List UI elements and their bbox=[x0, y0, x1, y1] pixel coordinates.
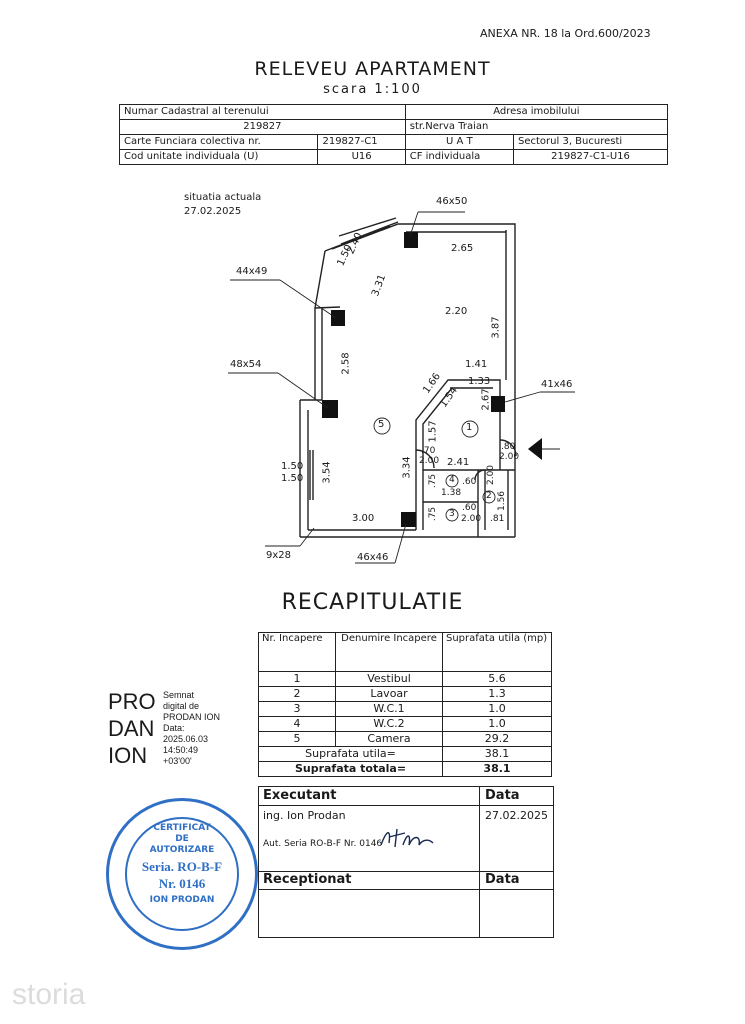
page-title: RELEVEU APARTAMENT bbox=[254, 58, 491, 80]
col-header-area: Suprafata utila (mp) bbox=[443, 633, 552, 672]
dimension-label: 1.38 bbox=[441, 488, 462, 498]
signature-detail: +03'00' bbox=[163, 756, 192, 766]
util-area-label: Suprafata utila= bbox=[259, 747, 443, 762]
dimension-label: .70 bbox=[421, 446, 436, 456]
dimension-label: 1.50 bbox=[281, 473, 304, 484]
address-label: Adresa imobilului bbox=[405, 105, 667, 120]
stamp-text: CERTIFICAT bbox=[153, 823, 211, 833]
engineer-name: ing. Ion Prodan bbox=[263, 809, 346, 822]
cadastral-number-label: Numar Cadastral al terenului bbox=[120, 105, 406, 120]
table-row bbox=[259, 732, 552, 747]
stamp-text: AUTORIZARE bbox=[149, 845, 215, 855]
cadastral-number-value: 219827 bbox=[120, 120, 406, 135]
address-value: str.Nerva Traian bbox=[405, 120, 667, 135]
pillar-label: 41x46 bbox=[541, 379, 573, 390]
dimension-label: 3.00 bbox=[352, 513, 375, 524]
dimension-label: .80 bbox=[501, 442, 516, 452]
table-row bbox=[259, 702, 552, 717]
situation-label: situatia actuala bbox=[184, 192, 262, 203]
dimension-label: 2.00 bbox=[486, 464, 497, 486]
stamp-text: Nr. 0146 bbox=[158, 876, 206, 891]
land-book-value: 219827-C1 bbox=[318, 135, 405, 150]
dimension-label: 1.41 bbox=[465, 359, 488, 370]
signer-line: PRO bbox=[108, 689, 156, 714]
room-nr: 1 bbox=[259, 672, 336, 687]
stamp-text: ION PRODAN bbox=[149, 895, 215, 905]
receptionat-label: Receptionat bbox=[263, 872, 352, 887]
stamp-text: Seria. RO-B-F bbox=[141, 859, 223, 874]
signature-detail: digital de bbox=[163, 701, 200, 711]
unit-code-value: U16 bbox=[318, 150, 405, 165]
entrance-arrow-icon bbox=[528, 438, 542, 460]
room-area: 29.2 bbox=[443, 732, 552, 747]
room-number: 5 bbox=[378, 419, 385, 430]
dimension-label: 3.54 bbox=[321, 461, 333, 484]
recap-title: RECAPITULATIE bbox=[281, 590, 464, 615]
room-name: Camera bbox=[336, 732, 443, 747]
table-row bbox=[259, 672, 552, 687]
signature-detail: 14:50:49 bbox=[163, 745, 199, 755]
dimension-label: 1.50 bbox=[281, 461, 304, 472]
room-nr: 2 bbox=[259, 687, 336, 702]
dimension-label: 3.31 bbox=[370, 273, 389, 298]
col-header-name: Denumire Incapere bbox=[336, 633, 443, 672]
table-row bbox=[259, 717, 552, 732]
dimension-label: 2.65 bbox=[451, 243, 474, 254]
signer-line: DAN bbox=[108, 716, 155, 741]
dimension-label: 3.34 bbox=[401, 456, 413, 479]
table-row bbox=[259, 687, 552, 702]
room-area: 1.0 bbox=[443, 702, 552, 717]
dimension-label: .81 bbox=[490, 514, 505, 524]
dimension-label: 1.66 bbox=[421, 371, 444, 396]
dimension-label: .60 bbox=[462, 477, 477, 487]
pillar-label: 46x46 bbox=[357, 552, 389, 563]
digital-signature-details bbox=[163, 690, 220, 767]
signer-line: ION bbox=[108, 743, 148, 768]
dimension-label: 2.67 bbox=[480, 388, 492, 411]
total-area-label: Suprafata totala= bbox=[259, 762, 443, 777]
watermark-logo: storia bbox=[12, 978, 86, 1011]
individual-cf-value: 219827-C1-U16 bbox=[514, 150, 668, 165]
dimension-label: 2.40 bbox=[345, 231, 365, 256]
dimension-label: 2.00 bbox=[499, 452, 520, 462]
col-header-nr: Nr. Incapere bbox=[259, 633, 336, 672]
individual-cf-label: CF individuala bbox=[405, 150, 513, 165]
pillar-46x46 bbox=[401, 512, 416, 527]
room-name: Vestibul bbox=[336, 672, 443, 687]
pillar-label: 44x49 bbox=[236, 266, 268, 277]
room-nr: 4 bbox=[259, 717, 336, 732]
room-nr: 5 bbox=[259, 732, 336, 747]
signature-detail: Data: bbox=[163, 723, 185, 733]
room-area: 5.6 bbox=[443, 672, 552, 687]
executant-label: Executant bbox=[263, 788, 337, 803]
dimension-label: .75 bbox=[428, 506, 439, 522]
land-book-label: Carte Funciara colectiva nr. bbox=[120, 135, 318, 150]
util-area-value: 38.1 bbox=[443, 747, 552, 762]
room-number: 3 bbox=[449, 509, 455, 519]
scale-label: scara 1:100 bbox=[323, 82, 422, 97]
dimension-label: 2.20 bbox=[445, 306, 468, 317]
data-label-2: Data bbox=[485, 872, 520, 887]
data-label: Data bbox=[485, 788, 520, 803]
uat-label: U A T bbox=[405, 135, 513, 150]
dimension-label: 3.87 bbox=[490, 316, 502, 339]
pillar-label: 46x50 bbox=[436, 196, 468, 207]
dimension-label: 2.41 bbox=[447, 457, 470, 468]
pillar-41x46 bbox=[491, 396, 505, 412]
total-area-value: 38.1 bbox=[443, 762, 552, 777]
dimension-label: 1.54 bbox=[438, 385, 461, 410]
authorization-stamp bbox=[106, 798, 258, 950]
recap-table bbox=[258, 632, 552, 777]
authorization-number: Aut. Seria RO-B-F Nr. 0146 bbox=[263, 839, 383, 849]
room-number: 4 bbox=[449, 475, 455, 485]
dimension-label: 1.56 bbox=[497, 490, 508, 512]
room-name: W.C.1 bbox=[336, 702, 443, 717]
digital-signer-name bbox=[108, 688, 156, 769]
uat-value: Sectorul 3, Bucuresti bbox=[514, 135, 668, 150]
pillar-label: 9x28 bbox=[266, 550, 292, 561]
signature-block bbox=[258, 786, 554, 938]
handwritten-signature bbox=[377, 823, 437, 853]
stamp-text: DE bbox=[175, 834, 189, 844]
room-area: 1.3 bbox=[443, 687, 552, 702]
dimension-label: 1.33 bbox=[468, 376, 491, 387]
dimension-label: 2.00 bbox=[461, 514, 482, 524]
pillar-48x54 bbox=[322, 400, 338, 418]
room-number: 2 bbox=[486, 491, 492, 501]
room-number: 1 bbox=[466, 422, 473, 433]
signature-detail: 2025.06.03 bbox=[163, 734, 209, 744]
dimension-label: .75 bbox=[428, 473, 439, 489]
room-name: Lavoar bbox=[336, 687, 443, 702]
room-area: 1.0 bbox=[443, 717, 552, 732]
room-nr: 3 bbox=[259, 702, 336, 717]
situation-date: 27.02.2025 bbox=[184, 206, 242, 217]
pillar-44x49 bbox=[331, 310, 345, 326]
pillar-label: 48x54 bbox=[230, 359, 262, 370]
dimension-label: 1.57 bbox=[427, 420, 439, 443]
dimension-label: 1.50 bbox=[335, 243, 355, 268]
room-name: W.C.2 bbox=[336, 717, 443, 732]
signature-detail: Semnat bbox=[163, 690, 195, 700]
dimension-label: 2.58 bbox=[340, 352, 352, 375]
execution-date: 27.02.2025 bbox=[485, 809, 548, 822]
annex-reference: ANEXA NR. 18 la Ord.600/2023 bbox=[480, 27, 651, 40]
unit-code-label: Cod unitate individuala (U) bbox=[120, 150, 318, 165]
signature-detail: PRODAN ION bbox=[163, 712, 221, 722]
dimension-label: .60 bbox=[462, 503, 477, 513]
dimension-label: 2.00 bbox=[419, 456, 440, 466]
